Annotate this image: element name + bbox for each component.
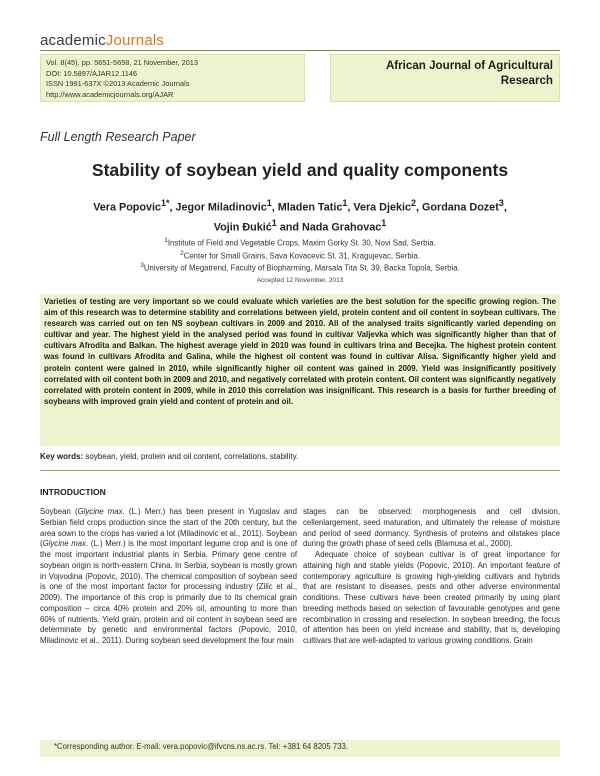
body-column-right xyxy=(303,507,560,647)
author-separator: , xyxy=(503,201,507,214)
affiliation-sup: 3 xyxy=(140,262,144,270)
corresponding-author-box: *Corresponding author. E-mail: vera.popovic@ifvcns.ns.ac.rs. Tel: +381 64 8205 733. xyxy=(40,740,560,757)
author-name: Vojin Đukić xyxy=(213,221,272,234)
paragraph: Adequate choice of soybean cultivar is of great importance for attaining high and stable yields (Popovic, 2010). An important feature of contemporary agriculture is growing high-yielding cultivars and hybrids that are resistant to diseases, pests and other adverse environmental conditions. These cultivars have been created primarily by using plant breeding methods based on selection of favourable genotypes and gene recombination in crossing and reselection. In soybean breeding, the focus of attention has been on yield increase and stability, that is, developing cultivars that are well-adapted to various growing conditions. Grain xyxy=(303,550,560,645)
author-name: , Mladen Tatic xyxy=(271,201,343,214)
body-column-left xyxy=(40,507,297,647)
logo-journals: Journals xyxy=(105,32,165,49)
author-sup: 1* xyxy=(161,198,170,208)
keywords-text: soybean, yield, protein and oil content, correlations, stability. xyxy=(83,452,299,461)
affiliation-2 xyxy=(40,249,560,262)
species-name: Glycine max xyxy=(42,539,87,549)
author-sup: 1 xyxy=(381,217,387,228)
affiliation-text: Institute of Field and Vegetable Crops, Maxim Gorky St. 30, Novi Sad, Serbia. xyxy=(167,238,436,248)
author-name: , Gordana Dozet xyxy=(416,201,499,214)
journal-name-line1: African Journal of Agricultural xyxy=(385,59,553,72)
author-list xyxy=(40,196,560,235)
text-run: . (L.) Merr.) is the most important legume crop and is one of the most important industrial plants in Serbia. Primary gene centre of soybean origin is north-eastern China. In Serbia, soybean is mostly grown in Vojvodina (Popovic, 2010). The chemical composition of soybean seed is one of the most important factor for processing industry (Zilic et al., 2009). The importance of this crop is primarily due to its chemical grain composition – circa 40% protein and 20% oil, amounting to more than 60% of nutrients. Yield grain, protein and oil content in soybean seed are determinate by genetic and environmental factors (Popovic, 2010, Miladinovic et al., 2011). During soybean seed development the four main xyxy=(40,539,297,645)
author-name: and Nada Grahovac xyxy=(276,221,382,234)
author-sup: 1 xyxy=(266,198,272,208)
affiliation-text: University of Megatrend, Faculty of Biopharming, Marsala Tita St. 39, Backa Topola, Serbia. xyxy=(143,263,460,273)
author-sup: 2 xyxy=(410,198,416,208)
author-name: , Jegor Miladinovic xyxy=(169,201,267,214)
abstract: Varieties of testing are very important so we could evaluate which varieties are the best solution for the specific growing region. The aim of this research was to determine stability and correlations between yield, protein content and oil content in soybean cultivars. The research was carried out on ten NS soybean cultivars in 2009 and 2010. All of the analysed traits significantly varied depending on cultivar and year. The highest yield in the analysed period was found in cultivar Valjevka which was significantly higher than that of cultivars Afrodita and Balkan. The highest average yield in 2010 was found in cultivars Irina and Becejka. The highest protein content was found in cultivars Afrodita and Galina, while the highest oil content was found in cultivar Alisa. Significantly higher yield and protein content were gained in 2010, while significantly higher oil content was gained in 2009. Yield was insignificantly positively correlated with oil content both in 2009 and 2010, and negatively correlated with protein content. Oil content was significantly negatively correlated with protein content in 2009, while in 2010 this correlation was insignificant. This research is a basis for further breeding of soybeans with improved grain yield and content of protein and oil. xyxy=(40,294,560,446)
article-metadata-box xyxy=(40,54,305,102)
affiliation-text: Center for Small Grains, Sava Kovacevic St. 31, Kragujevac, Serbia. xyxy=(183,251,420,261)
affiliation-sup: 2 xyxy=(180,249,184,257)
keywords-label: Key words: xyxy=(40,452,84,461)
paper-title: Stability of soybean yield and quality components xyxy=(91,160,509,180)
journal-logo xyxy=(40,32,164,49)
paragraph: stages can be observed: morphogenesis and cell division, cellenlargement, seed maturation, and ultimately the release of moisture and period of seed dormancy. Synthesis of proteins and oilstakes place during the growth phase of seed cells (Blamusa et al., 2000). xyxy=(303,507,560,549)
text-run: Soybean ( xyxy=(40,507,78,516)
author-sup: 1 xyxy=(342,198,348,208)
species-name: Glycine max xyxy=(77,507,123,516)
keywords xyxy=(40,452,560,461)
keywords-rule xyxy=(40,470,560,471)
journal-name-line2: Research xyxy=(500,74,553,87)
meta-volume: Vol. 8(45), pp. 5651-5658, 21 November, 2013 xyxy=(46,58,199,67)
author-sup: 1 xyxy=(271,217,277,228)
logo-academic: academic xyxy=(40,32,106,49)
affiliation-3 xyxy=(40,261,560,274)
section-heading-introduction: INTRODUCTION xyxy=(40,487,106,497)
paper-type: Full Length Research Paper xyxy=(40,130,196,144)
header-rule xyxy=(40,50,560,51)
paragraph xyxy=(40,507,297,647)
affiliations xyxy=(40,236,560,274)
accepted-date: Accepted 12 November, 2013 xyxy=(256,277,344,284)
author-name: , Vera Djekic xyxy=(347,201,411,214)
meta-issn: ISSN 1991-637X ©2013 Academic Journals xyxy=(46,79,190,89)
meta-doi: DOI: 10.5897/AJAR12.1146 xyxy=(46,68,138,78)
author-sup: 3 xyxy=(498,198,504,208)
meta-url[interactable]: http://www.academicjournals.org/AJAR xyxy=(46,89,174,99)
author-name: Vera Popovic xyxy=(93,201,161,214)
affiliation-sup: 1 xyxy=(164,237,168,244)
text-run: . (L.) Merr.) has been present in Yugoslav and Serbian field crops production since the start of the 20th century, but the area sown to the crops has varied a lot (Miladinovic et al., 2011). Soybean ( xyxy=(40,507,297,549)
journal-name-box xyxy=(330,54,560,102)
affiliation-1 xyxy=(40,236,560,249)
